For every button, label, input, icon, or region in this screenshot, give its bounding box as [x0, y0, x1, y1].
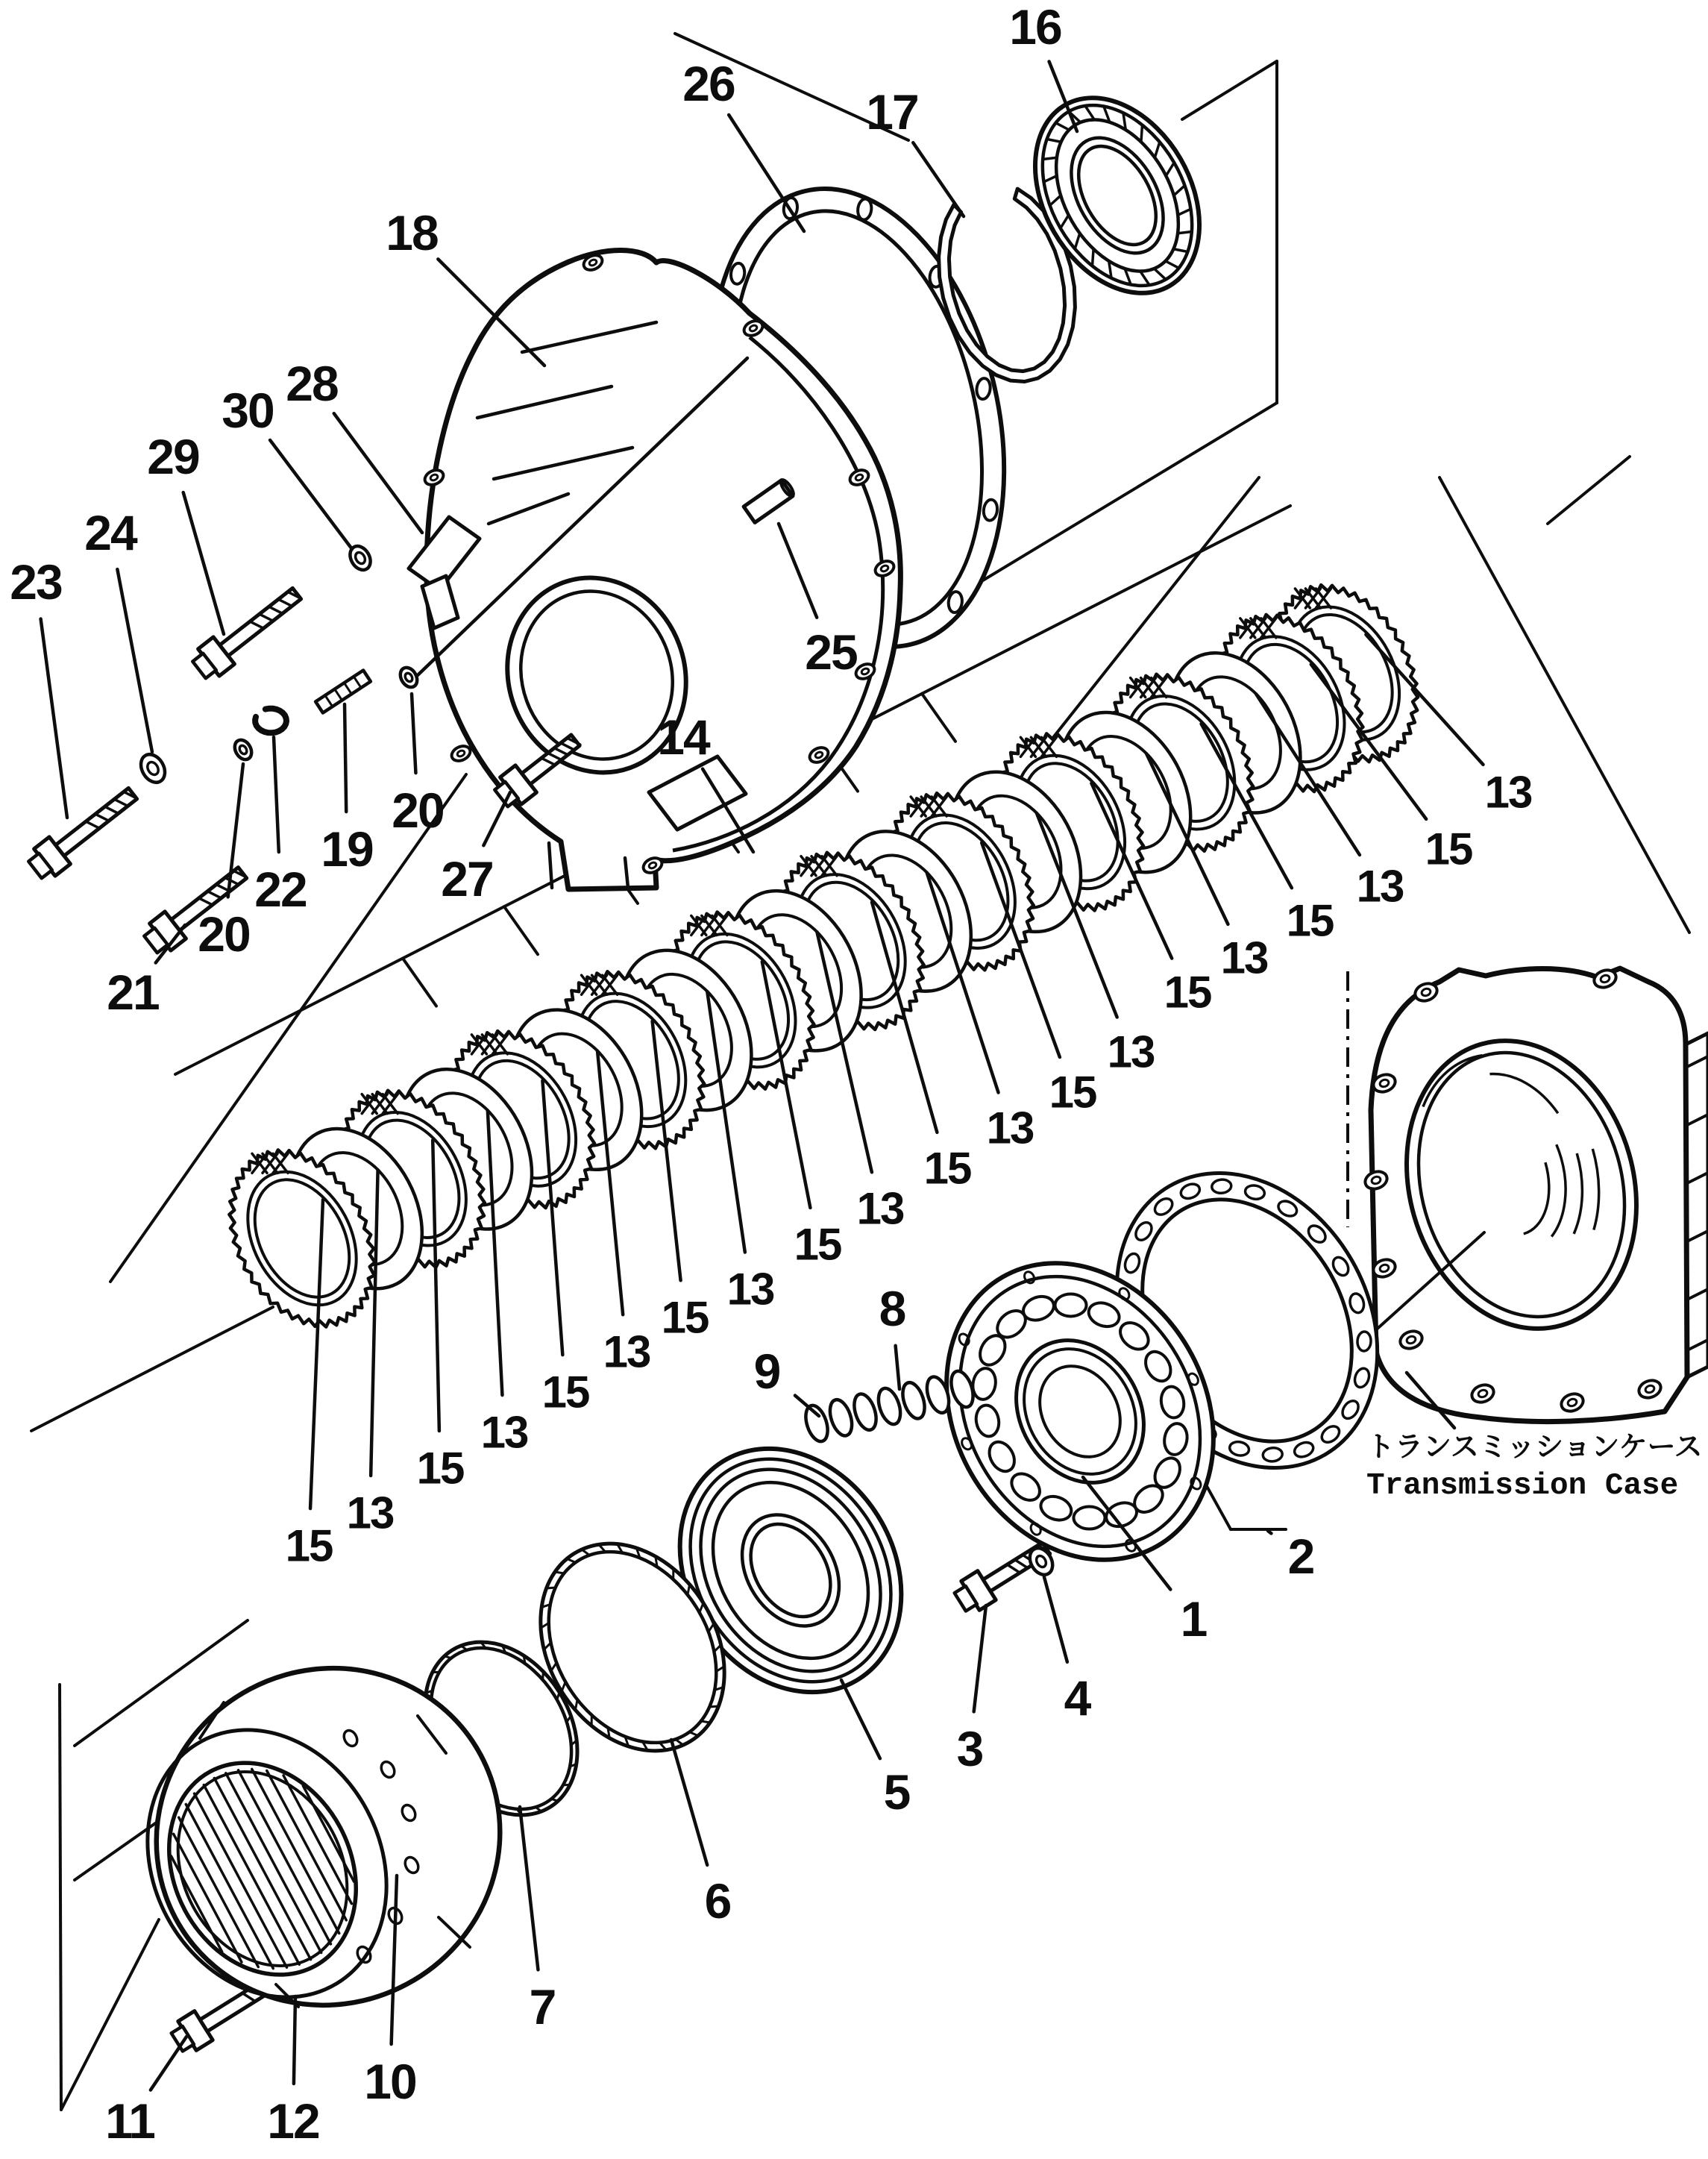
frame-line — [61, 1920, 159, 2110]
diagram-labels — [1366, 1430, 1703, 1503]
callout-leader — [974, 1605, 986, 1711]
callout-leader — [1044, 1577, 1067, 1662]
callout-leader — [345, 704, 346, 812]
spring-coil — [802, 1403, 832, 1444]
callout-disc-13: 13 — [346, 1488, 394, 1538]
seal-ring-6-tick — [701, 1721, 710, 1723]
callout-24: 24 — [84, 505, 136, 560]
callout-9: 9 — [753, 1344, 780, 1399]
frame-tick — [504, 906, 538, 954]
callout-1: 1 — [1180, 1591, 1207, 1646]
callout-disc-15: 15 — [541, 1367, 589, 1417]
callout-leader — [896, 1346, 899, 1389]
bolt-shank — [56, 788, 137, 856]
callout-disc-15: 15 — [794, 1219, 841, 1270]
case-side-hatch — [1687, 1231, 1708, 1241]
oring-7-tick — [524, 1655, 525, 1664]
diagram-graphics — [10, 0, 1708, 2149]
frame-line — [1204, 1481, 1231, 1529]
case-side-hatch — [1687, 1173, 1708, 1183]
callout-disc-13: 13 — [603, 1326, 650, 1377]
washer-outer — [136, 750, 170, 786]
callout-disc-15: 15 — [1049, 1067, 1096, 1118]
callout-leader — [841, 1680, 880, 1758]
case-side-edge — [1686, 1033, 1708, 1044]
callout-7: 7 — [529, 1979, 556, 2034]
callout-8: 8 — [879, 1281, 905, 1336]
callout-disc-13: 13 — [856, 1183, 904, 1234]
ring-20-left — [231, 737, 254, 762]
callout-leader — [334, 413, 422, 533]
callout-disc-13: 13 — [1107, 1027, 1155, 1077]
callout-leader — [41, 619, 67, 818]
callout-19: 19 — [321, 821, 373, 877]
washer-outer — [231, 737, 254, 762]
callout-27: 27 — [441, 851, 493, 906]
seal-ring — [1002, 69, 1233, 322]
callout-disc-13: 13 — [480, 1407, 528, 1458]
snap-clip-22 — [255, 709, 286, 733]
seal-hatch-tick — [1093, 249, 1094, 266]
callout-5: 5 — [883, 1764, 910, 1820]
frame-line — [1548, 457, 1630, 524]
transmission-case-label-jp: トランスミッションケース — [1366, 1430, 1703, 1463]
frame-tick — [403, 959, 436, 1006]
housing-bolt-lug — [449, 743, 472, 763]
callout-22: 22 — [254, 862, 307, 917]
bolt-29 — [192, 588, 301, 678]
seal-hatch-tick — [1141, 125, 1143, 142]
callout-disc-13: 13 — [1220, 933, 1268, 983]
callout-leader — [671, 1740, 707, 1865]
callout-20: 20 — [198, 906, 250, 962]
callout-21: 21 — [107, 965, 159, 1020]
callout-leader — [1268, 1531, 1271, 1533]
callout-16: 16 — [1009, 0, 1061, 54]
callout-disc-15: 15 — [1286, 895, 1334, 946]
callout-28: 28 — [286, 356, 338, 411]
callout-30: 30 — [222, 383, 274, 438]
callout-leader — [270, 440, 352, 549]
seal-hatch-tick — [1043, 157, 1057, 159]
callout-leader — [483, 792, 510, 845]
frame-line — [1439, 477, 1689, 933]
callout-leader — [117, 569, 152, 752]
callout-17: 17 — [866, 84, 918, 140]
bolt-23 — [28, 788, 136, 878]
callout-12: 12 — [267, 2093, 319, 2149]
callout-disc-15: 15 — [1164, 967, 1211, 1018]
callout-disc-15: 15 — [1425, 824, 1472, 874]
housing-detail-line — [549, 843, 552, 888]
callout-leader — [520, 1807, 538, 1970]
callout-2: 2 — [1287, 1529, 1314, 1584]
spring-coil — [899, 1380, 929, 1422]
frame-line — [1182, 61, 1277, 119]
callout-disc-13: 13 — [1356, 861, 1404, 912]
callout-leader — [274, 737, 279, 852]
transmission-case — [1335, 968, 1708, 1422]
case-side-hatch — [1687, 1340, 1708, 1350]
case-side-hatch — [1687, 1289, 1708, 1300]
spring-coil — [826, 1397, 855, 1439]
oring-7-tick — [543, 1672, 544, 1680]
callout-leader — [294, 1996, 295, 2084]
callout-leader — [151, 2037, 186, 2090]
spring-coil — [850, 1391, 880, 1433]
frame-line — [31, 1307, 273, 1431]
spring-coil — [874, 1385, 904, 1427]
ring-20-right — [397, 665, 420, 690]
callout-11: 11 — [105, 2093, 154, 2149]
callout-4: 4 — [1064, 1670, 1090, 1726]
callout-leader — [913, 142, 964, 216]
callout-disc-13: 13 — [726, 1264, 774, 1314]
bolt-shank — [220, 588, 301, 656]
callout-18: 18 — [386, 205, 438, 260]
washer-24 — [136, 750, 170, 786]
frame-tick — [922, 694, 955, 742]
callout-29: 29 — [147, 429, 199, 484]
seal-ring-6-tick — [555, 1572, 564, 1573]
callout-disc-15: 15 — [285, 1520, 333, 1571]
callout-10: 10 — [364, 2054, 416, 2109]
callout-3: 3 — [956, 1721, 983, 1776]
callout-26: 26 — [682, 56, 735, 111]
callout-disc-15: 15 — [923, 1143, 971, 1194]
callout-14: 14 — [657, 709, 709, 765]
seal-ring-16 — [1002, 69, 1233, 322]
transmission-case-label-en: Transmission Case — [1366, 1469, 1679, 1503]
case-side-hatch — [1687, 1056, 1708, 1067]
callout-disc-13: 13 — [986, 1103, 1034, 1153]
seal-ring-6-tick — [709, 1706, 718, 1707]
callout-leader — [183, 492, 224, 634]
seal-hatch-tick — [1178, 231, 1192, 233]
callout-disc-15: 15 — [661, 1292, 709, 1343]
callout-20: 20 — [392, 783, 444, 838]
callout-25: 25 — [805, 624, 857, 680]
callout-6: 6 — [704, 1873, 731, 1928]
callout-disc-13: 13 — [1484, 767, 1532, 818]
washer-outer — [397, 665, 420, 690]
case-side-hatch — [1687, 1115, 1708, 1125]
callout-23: 23 — [10, 554, 62, 610]
callout-leader — [412, 694, 415, 773]
frame-line — [60, 1685, 61, 2110]
callout-disc-15: 15 — [416, 1443, 464, 1494]
case-side-edge — [1687, 1367, 1708, 1377]
